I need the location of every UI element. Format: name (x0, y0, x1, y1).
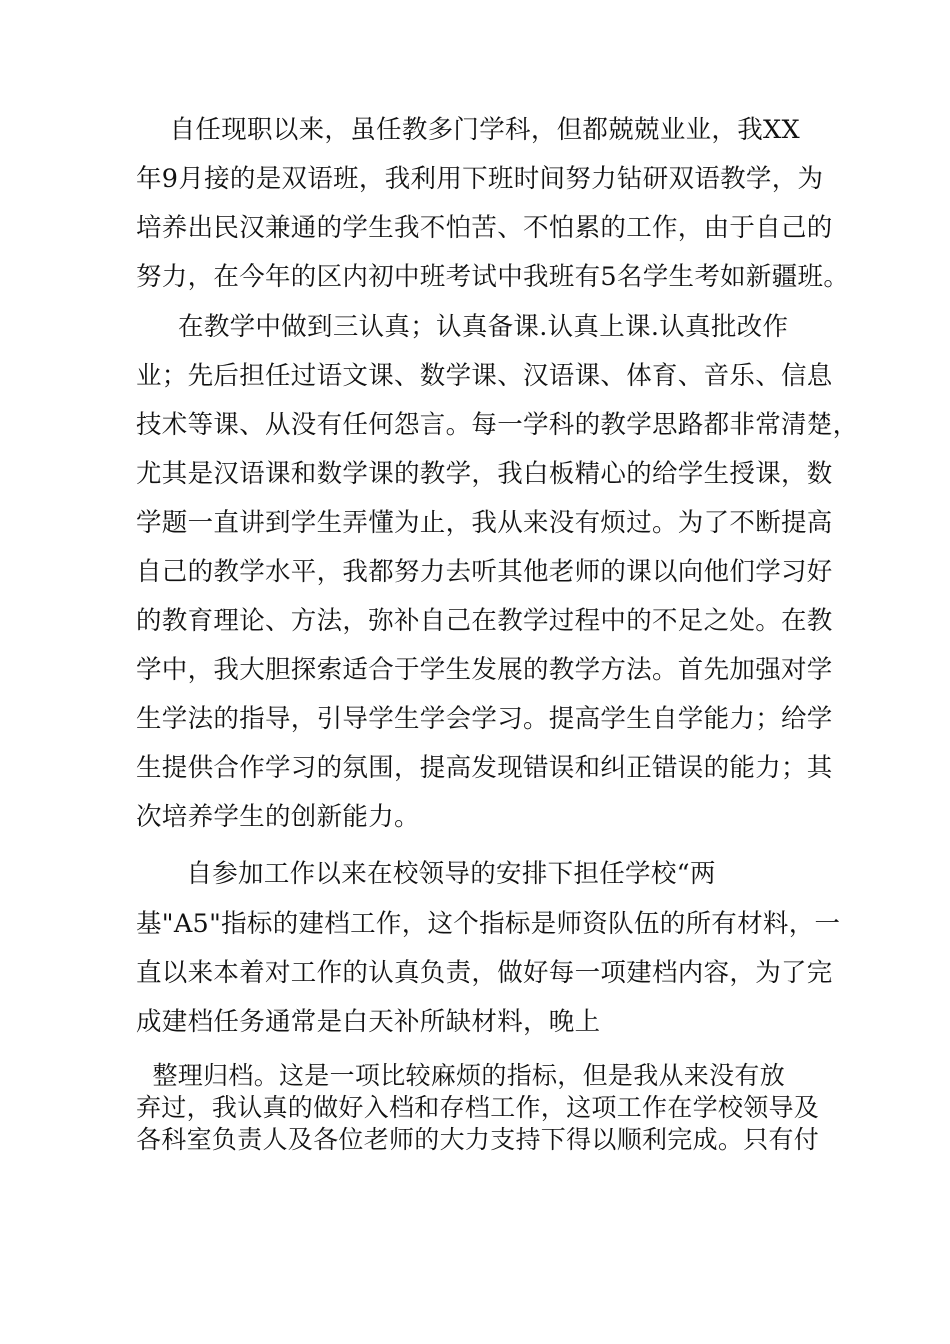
text-line: 在教学中做到三认真；认真备课.认真上课.认真批改作 (136, 312, 789, 342)
text-line: 次培养学生的创新能力。 (136, 802, 420, 832)
text-line: 生学法的指导，引导学生学会学习。提高学生自学能力；给学 (136, 704, 833, 734)
text-line: 自任现职以来，虽任教多门学科，但都兢兢业业，我XX (136, 115, 800, 145)
text-line: 弃过，我认真的做好入档和存档工作，这项工作在学校领导及 (136, 1093, 820, 1122)
text-line: 整理归档。这是一项比较麻烦的指标，但是我从来没有放 (136, 1061, 785, 1090)
text-line: 年9月接的是双语班，我利用下班时间努力钻研双语教学，为 (136, 164, 824, 194)
text-line: 业；先后担任过语文课、数学课、汉语课、体育、音乐、信息 (136, 361, 833, 391)
text-line: 自己的教学水平，我都努力去听其他老师的课以向他们学习好 (136, 557, 833, 587)
text-line: 的教育理论、方法，弥补自己在教学过程中的不足之处。在教 (136, 606, 833, 636)
text-line: 学题一直讲到学生弄懂为止，我从来没有烦过。为了不断提高 (136, 508, 833, 538)
text-line: 生提供合作学习的氛围，提高发现错误和纠正错误的能力；其 (136, 753, 833, 783)
text-line: 自参加工作以来在校领导的安排下担任学校“两 (136, 859, 716, 889)
text-line: 各科室负责人及各位老师的大力支持下得以顺利完成。只有付 (136, 1125, 820, 1154)
text-line: 努力，在今年的区内初中班考试中我班有5名学生考如新疆班。 (136, 262, 850, 292)
text-line: 学中，我大胆探索适合于学生发展的教学方法。首先加强对学 (136, 655, 833, 685)
text-line: 培养出民汉兼通的学生我不怕苦、不怕累的工作，由于自己的 (136, 213, 833, 243)
text-line: 技术等课、从没有任何怨言。每一学科的教学思路都非常清楚， (136, 410, 859, 440)
text-line: 成建档任务通常是白天补所缺材料，晚上 (136, 1007, 601, 1037)
text-line: 尤其是汉语课和数学课的教学，我白板精心的给学生授课，数 (136, 459, 833, 489)
text-line: 基"A5"指标的建档工作，这个指标是师资队伍的所有材料，一 (136, 909, 841, 939)
text-line: 直以来本着对工作的认真负责，做好每一项建档内容，为了完 (136, 958, 833, 988)
